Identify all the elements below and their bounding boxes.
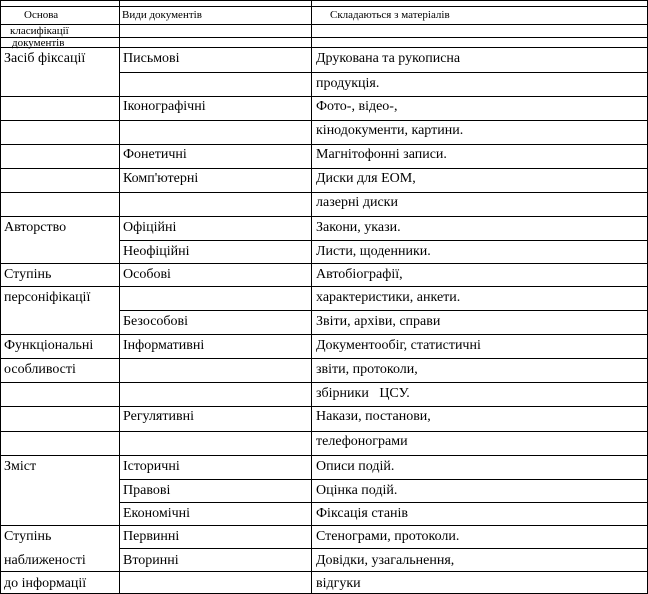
- type-cell: Фонетичні: [123, 147, 187, 162]
- basis-cell: персоніфікації: [4, 290, 91, 305]
- materials-cell: Закони, укази.: [316, 220, 401, 235]
- materials-cell: Довідки, узагальнення,: [316, 553, 455, 568]
- materials-cell: Фото-, відео-,: [316, 99, 398, 114]
- basis-cell: наближеності: [4, 553, 86, 568]
- materials-cell: телефонограми: [316, 434, 408, 449]
- type-cell: Первинні: [123, 529, 180, 544]
- type-cell: Іконографічні: [123, 99, 206, 114]
- basis-cell: Ступінь: [4, 529, 52, 544]
- materials-cell: Описи подій.: [316, 459, 395, 474]
- materials-cell: лазерні диски: [316, 195, 398, 210]
- header-document-types: Види документів: [122, 9, 202, 21]
- type-cell: Неофіційні: [123, 244, 190, 259]
- type-cell: Інформативні: [123, 338, 205, 353]
- type-cell: Особові: [123, 267, 171, 282]
- header-materials: Складаються з матеріалів: [330, 9, 450, 21]
- materials-cell: збірники ЦСУ.: [316, 386, 410, 401]
- materials-cell: Документообіг, статистичні: [316, 338, 481, 353]
- header-basis-line2: класифікації: [10, 25, 69, 37]
- basis-cell: Ступінь: [4, 267, 52, 282]
- basis-cell: Функціональні: [4, 338, 94, 353]
- materials-cell: Звіти, архіви, справи: [316, 314, 441, 329]
- header-basis-line1: Основа: [24, 9, 59, 21]
- materials-cell: Магнітофонні записи.: [316, 147, 447, 162]
- materials-cell: Стенограми, протоколи.: [316, 529, 460, 544]
- type-cell: Письмові: [123, 51, 180, 66]
- basis-cell: Зміст: [4, 459, 37, 474]
- materials-cell: Друкована та рукописна: [316, 51, 461, 66]
- materials-cell: Оцінка подій.: [316, 483, 398, 498]
- type-cell: Історичні: [123, 459, 180, 474]
- materials-cell: Листи, щоденники.: [316, 244, 431, 259]
- type-cell: Вторинні: [123, 553, 179, 568]
- type-cell: Економічні: [123, 506, 191, 521]
- basis-cell: Засіб фіксації: [4, 51, 86, 66]
- basis-cell: до інформації: [4, 576, 87, 591]
- type-cell: Офіційні: [123, 220, 177, 235]
- type-cell: Правові: [123, 483, 171, 498]
- materials-cell: Диски для ЕОМ,: [316, 171, 416, 186]
- materials-cell: Автобіографії,: [316, 267, 403, 282]
- materials-cell: звіти, протоколи,: [316, 362, 418, 377]
- header-basis-line3: документів: [12, 37, 65, 49]
- materials-cell: відгуки: [316, 576, 361, 591]
- type-cell: Безособові: [123, 314, 189, 329]
- basis-cell: Авторство: [4, 220, 67, 235]
- materials-cell: характеристики, анкети.: [316, 290, 461, 305]
- type-cell: Регулятивні: [123, 409, 194, 424]
- materials-cell: продукція.: [316, 76, 380, 91]
- materials-cell: кінодокументи, картини.: [316, 123, 464, 138]
- materials-cell: Накази, постанови,: [316, 409, 431, 424]
- type-cell: Комп'ютерні: [123, 171, 199, 186]
- basis-cell: особливості: [4, 362, 76, 377]
- materials-cell: Фіксація станів: [316, 506, 409, 521]
